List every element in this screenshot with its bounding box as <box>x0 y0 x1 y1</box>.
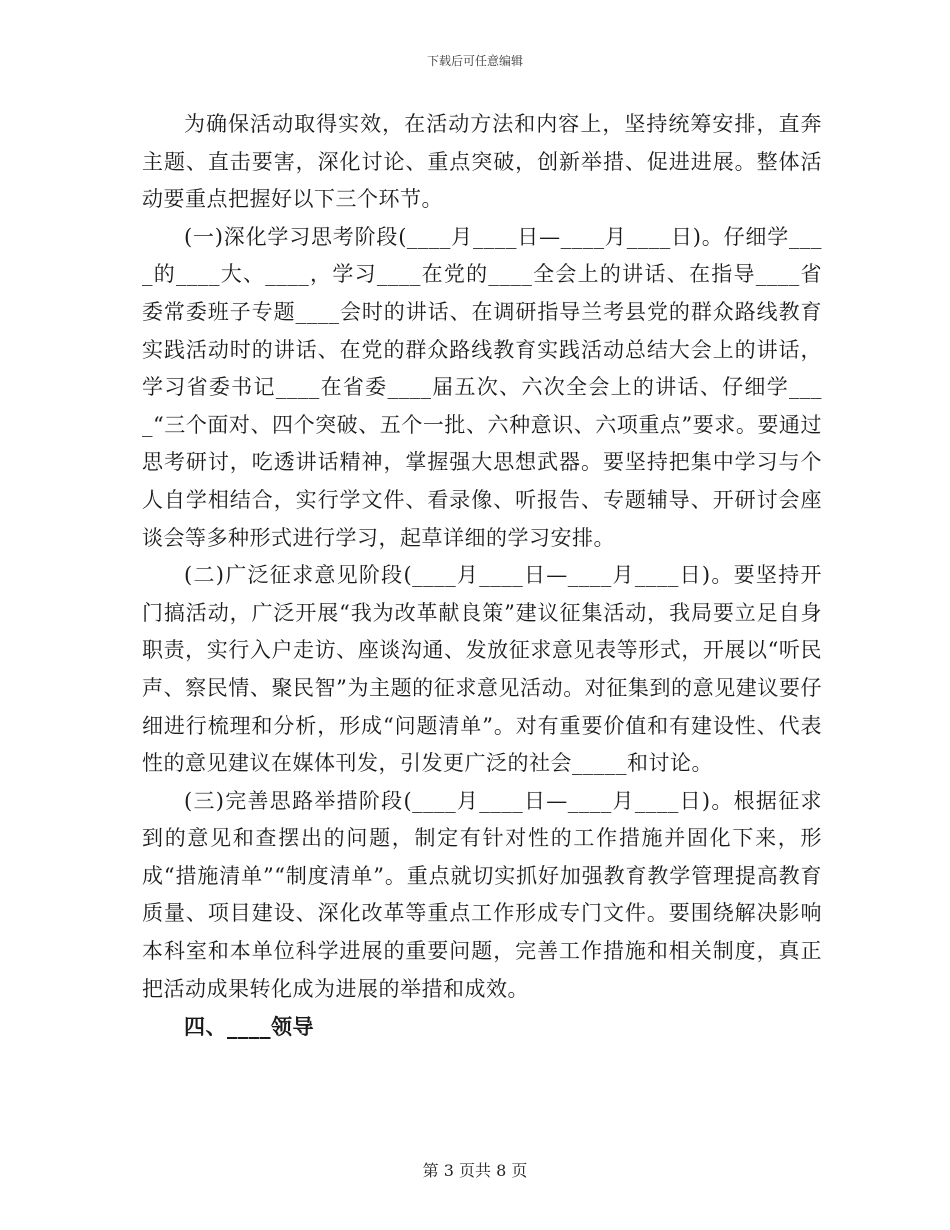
page-header: 下载后可任意编辑 <box>426 54 523 68</box>
paragraph-stage-2: (二)广泛征求意见阶段(____月____日—____月____日)。要坚持开门搞活动，广泛开展“我为改革献良策”建议征集活动，我局要立足自身职责，实行入户走访、座谈沟通、发放征求意见表等形式，开展以“听民声、察民情、聚民智”为主题的征求意见活动。对征集到的意见建议要仔细进行梳理和分析，形成“问题清单”。对有重要价值和有建设性、代表性的意见建议在媒体刊发，引发更广泛的社会_____和讨论。 <box>142 563 822 776</box>
page-footer: 第 3 页共 8 页 <box>422 1161 528 1180</box>
paragraph-stage-3: (三)完善思路举措阶段(____月____日—____月____日)。根据征求到的意见和查摆出的问题，制定有针对性的工作措施并固化下来，形成“措施清单”“制度清单”。重点就切实抓好加强教育教学管理提高教育质量、项目建设、深化改革等重点工作形成专门文件。要围绕解决影响本科室和本单位科学进展的重要问题，完善工作措施和相关制度，真正把活动成果转化成为进展的举措和成效。 <box>142 788 822 1001</box>
paragraph-intro: 为确保活动取得实效，在活动方法和内容上，坚持统筹安排，直奔主题、直击要害，深化讨论、重点突破，创新举措、促进进展。整体活动要重点把握好以下三个环节。 <box>142 112 822 212</box>
paragraph-stage-1: (一)深化学习思考阶段(____月____日—____月____日)。仔细学____的____大、____，学习____在党的____全会上的讲话、在指导____省委常委班子专题____会时的讲话、在调研指导兰考县党的群众路线教育实践活动时的讲话、在党的群众路线教育实践活动总结大会上的讲话，学习省委书记____在省委____届五次、六次全会上的讲话、仔细学____“三个面对、四个突破、五个一批、六种意识、六项重点”要求。要通过思考研讨，吃透讲话精神，掌握强大思想武器。要坚持把集中学习与个人自学相结合，实行学文件、看录像、听报告、专题辅导、开研讨会座谈会等多种形式进行学习，起草详细的学习安排。 <box>142 224 822 550</box>
section-heading: 四、____领导 <box>184 1014 314 1040</box>
document-body <box>142 106 822 1046</box>
